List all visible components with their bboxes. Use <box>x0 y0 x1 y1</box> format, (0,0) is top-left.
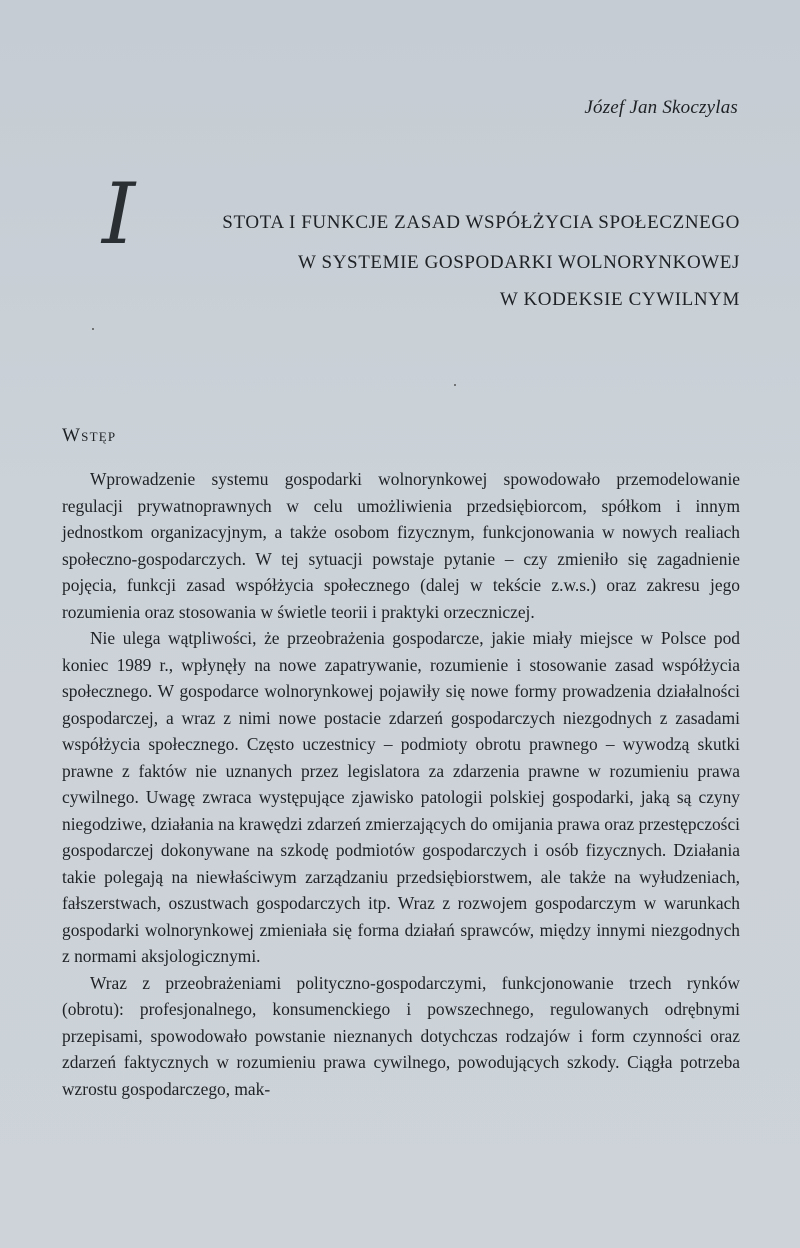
paragraph: Wraz z przeobrażeniami polityczno-gospodarczymi, funkcjonowanie trzech rynków (obrotu): profesjonalnego, konsumenckiego i powszechnego, regulowanych odrębnymi przepisami, spowodowało powstanie nieznanych dotychczas rodzajów i form czynności oraz zdarzeń faktycznych w rozumieniu prawa cywilnego, powodujących szkody. Ciągła potrzeba wzrostu gospodarczego, mak- <box>62 972 740 1099</box>
section-heading: Wstęp <box>62 425 117 446</box>
page-speck <box>454 384 456 386</box>
title-line-2: W SYSTEMIE GOSPODARKI WOLNORYNKOWEJ <box>298 252 740 273</box>
paragraph: Wprowadzenie systemu gospodarki wolnorynkowej spowodowało przemodelowanie regulacji prywatnoprawnych w celu umożliwienia przedsiębiorcom, spółkom i innym jednostkom organizacyjnym, a także osobom fizycznym, funkcjonowania w nowych realiach społeczno-gospodarczych. W tej sytuacji powstaje pytanie – czy zmieniło się zagadnienie pojęcia, funkcji zasad współżycia społecznego (dalej w tekście z.w.s.) oraz zakresu jego rozumienia oraz stosowania w świetle teorii i praktyki orzeczniczej. <box>62 469 740 622</box>
page-speck <box>92 328 94 330</box>
body-text <box>62 466 740 1102</box>
title-line-1: STOTA I FUNKCJE ZASAD WSPÓŁŻYCIA SPOŁECZNEGO <box>222 212 740 233</box>
title-dropcap: I <box>102 165 136 263</box>
chapter-title <box>90 165 740 322</box>
paragraph: Nie ulega wątpliwości, że przeobrażenia gospodarcze, jakie miały miejsce w Polsce pod koniec 1989 r., wpłynęły na nowe zapatrywanie, rozumienie i stosowanie zasad współżycia społecznego. W gospodarce wolnorynkowej pojawiły się nowe formy prowadzenia działalności gospodarczej, a wraz z nimi nowe postacie zdarzeń gospodarczych niezgodnych z zasadami współżycia społecznego. Często uczestnicy – podmioty obrotu prawnego – wywodzą skutki prawne z faktów nie uznanych przez legislatora za zdarzenia prawne w rozumieniu prawa cywilnego. Uwagę zwraca występujące zjawisko patologii polskiej gospodarki, jaką są czyny niegodziwe, działania na krawędzi zdarzeń zmierzających do omijania prawa oraz przestępczości gospodarczej dokonywane na szkodę podmiotów gospodarczych i osób fizycznych. Działania takie polegają na niewłaściwym zarządzaniu przedsiębiorstwem, ale także na wyłudzeniach, fałszerstwach, oszustwach gospodarczych itp. Wraz z rozwojem gospodarczym w warunkach gospodarki wolnorynkowej zmieniała się forma działań sprawców, między innymi niezgodnych z normami aksjologicznymi. <box>62 628 740 966</box>
author-name: Józef Jan Skoczylas <box>584 97 738 118</box>
title-line-3: W KODEKSIE CYWILNYM <box>499 289 740 310</box>
